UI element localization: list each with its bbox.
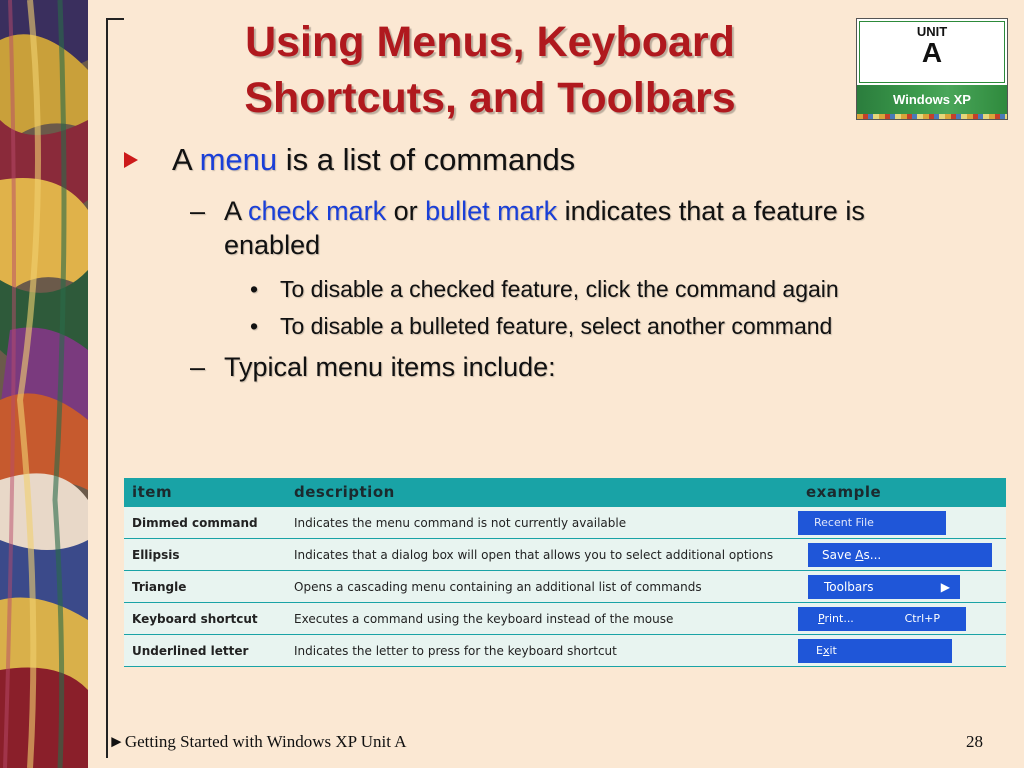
example-underlined-menu-item (798, 639, 952, 663)
column-header-description: description (286, 478, 798, 507)
example-shortcut-text: Ctrl+P (904, 611, 940, 625)
bullet-text: To disable a checked feature, click the command again (280, 276, 839, 302)
cell-item: Triangle (124, 571, 286, 603)
example-underlined-letter: A (855, 547, 864, 562)
cell-item: Keyboard shortcut (124, 603, 286, 635)
example-text: it (829, 643, 837, 657)
cell-example (798, 635, 1006, 667)
cell-item: Ellipsis (124, 539, 286, 571)
footer-caption (108, 732, 407, 752)
frame-vertical-line (106, 18, 108, 758)
dot-bullet: • (250, 313, 259, 339)
unit-label: UNIT (916, 24, 948, 39)
dash-bullet: – (190, 196, 206, 226)
table-row (124, 507, 1006, 539)
example-shortcut-menu-item (798, 607, 966, 631)
cell-item: Underlined letter (124, 635, 286, 667)
text-a: A (224, 196, 249, 226)
unit-badge-product: Windows XP (857, 85, 1007, 119)
slide-title (130, 14, 850, 126)
example-text: E (816, 643, 823, 657)
bullet-text (224, 194, 964, 262)
cell-example (798, 507, 1006, 539)
example-ellipsis-menu-item (808, 543, 992, 567)
unit-badge-art (857, 114, 1007, 119)
bullet-text: Typical menu items include: (224, 352, 556, 382)
bullet-text (172, 140, 575, 180)
slide-title-line1: Using Menus, Keyboard (245, 18, 735, 66)
column-header-item: item (124, 478, 286, 507)
column-header-example: example (798, 478, 1006, 507)
table-row (124, 539, 1006, 571)
table-row (124, 603, 1006, 635)
example-text: rint... (824, 611, 854, 625)
term-bullet-mark: bullet mark (425, 196, 558, 226)
example-text: Toolbars (824, 579, 874, 594)
text-is-list: is a list of commands (277, 142, 576, 177)
example-dimmed-menu-item (798, 511, 946, 535)
page-number: 28 (966, 732, 983, 751)
table-row (124, 571, 1006, 603)
text-indicates: indicates that a feature is enabled (224, 196, 865, 260)
footer-arrow-icon: ► (108, 732, 125, 751)
example-text: Save (822, 547, 856, 562)
cell-description: Executes a command using the keyboard instead of the mouse (286, 603, 798, 635)
dot-bullet: • (250, 276, 259, 302)
cell-item: Dimmed command (124, 507, 286, 539)
term-check-mark: check mark (248, 196, 387, 226)
slide-title-line2: Shortcuts, and Toolbars (244, 74, 736, 122)
decorative-painting (0, 0, 88, 768)
example-underlined-letter: x (822, 643, 830, 657)
frame-corner-line (106, 18, 124, 20)
term-menu: menu (199, 142, 278, 177)
table-header-row (124, 478, 1006, 507)
example-triangle-menu-item (808, 575, 960, 599)
example-text: Recent File (814, 515, 874, 529)
text-or: or (386, 196, 426, 226)
text-a: A (172, 142, 200, 177)
cell-example (798, 603, 1006, 635)
bullet-text: To disable a bulleted feature, select another command (280, 313, 833, 339)
menu-items-table (124, 478, 1006, 667)
cell-description: Indicates the letter to press for the keyboard shortcut (286, 635, 798, 667)
footer-text: Getting Started with Windows XP Unit A (124, 732, 407, 751)
red-arrow-bullet-icon (124, 152, 138, 168)
example-text: s... (863, 547, 882, 562)
cell-example (798, 539, 1006, 571)
unit-letter: A (921, 37, 943, 68)
unit-badge (856, 18, 1008, 120)
cell-description: Opens a cascading menu containing an additional list of commands (286, 571, 798, 603)
example-underlined-letter: P (818, 611, 825, 625)
dash-bullet: – (190, 352, 206, 382)
cell-example (798, 571, 1006, 603)
cell-description: Indicates the menu command is not currently available (286, 507, 798, 539)
unit-badge-top (859, 21, 1005, 83)
table-row (124, 635, 1006, 667)
cell-description: Indicates that a dialog box will open that allows you to select additional options (286, 539, 798, 571)
submenu-triangle-icon: ▶ (940, 579, 950, 594)
